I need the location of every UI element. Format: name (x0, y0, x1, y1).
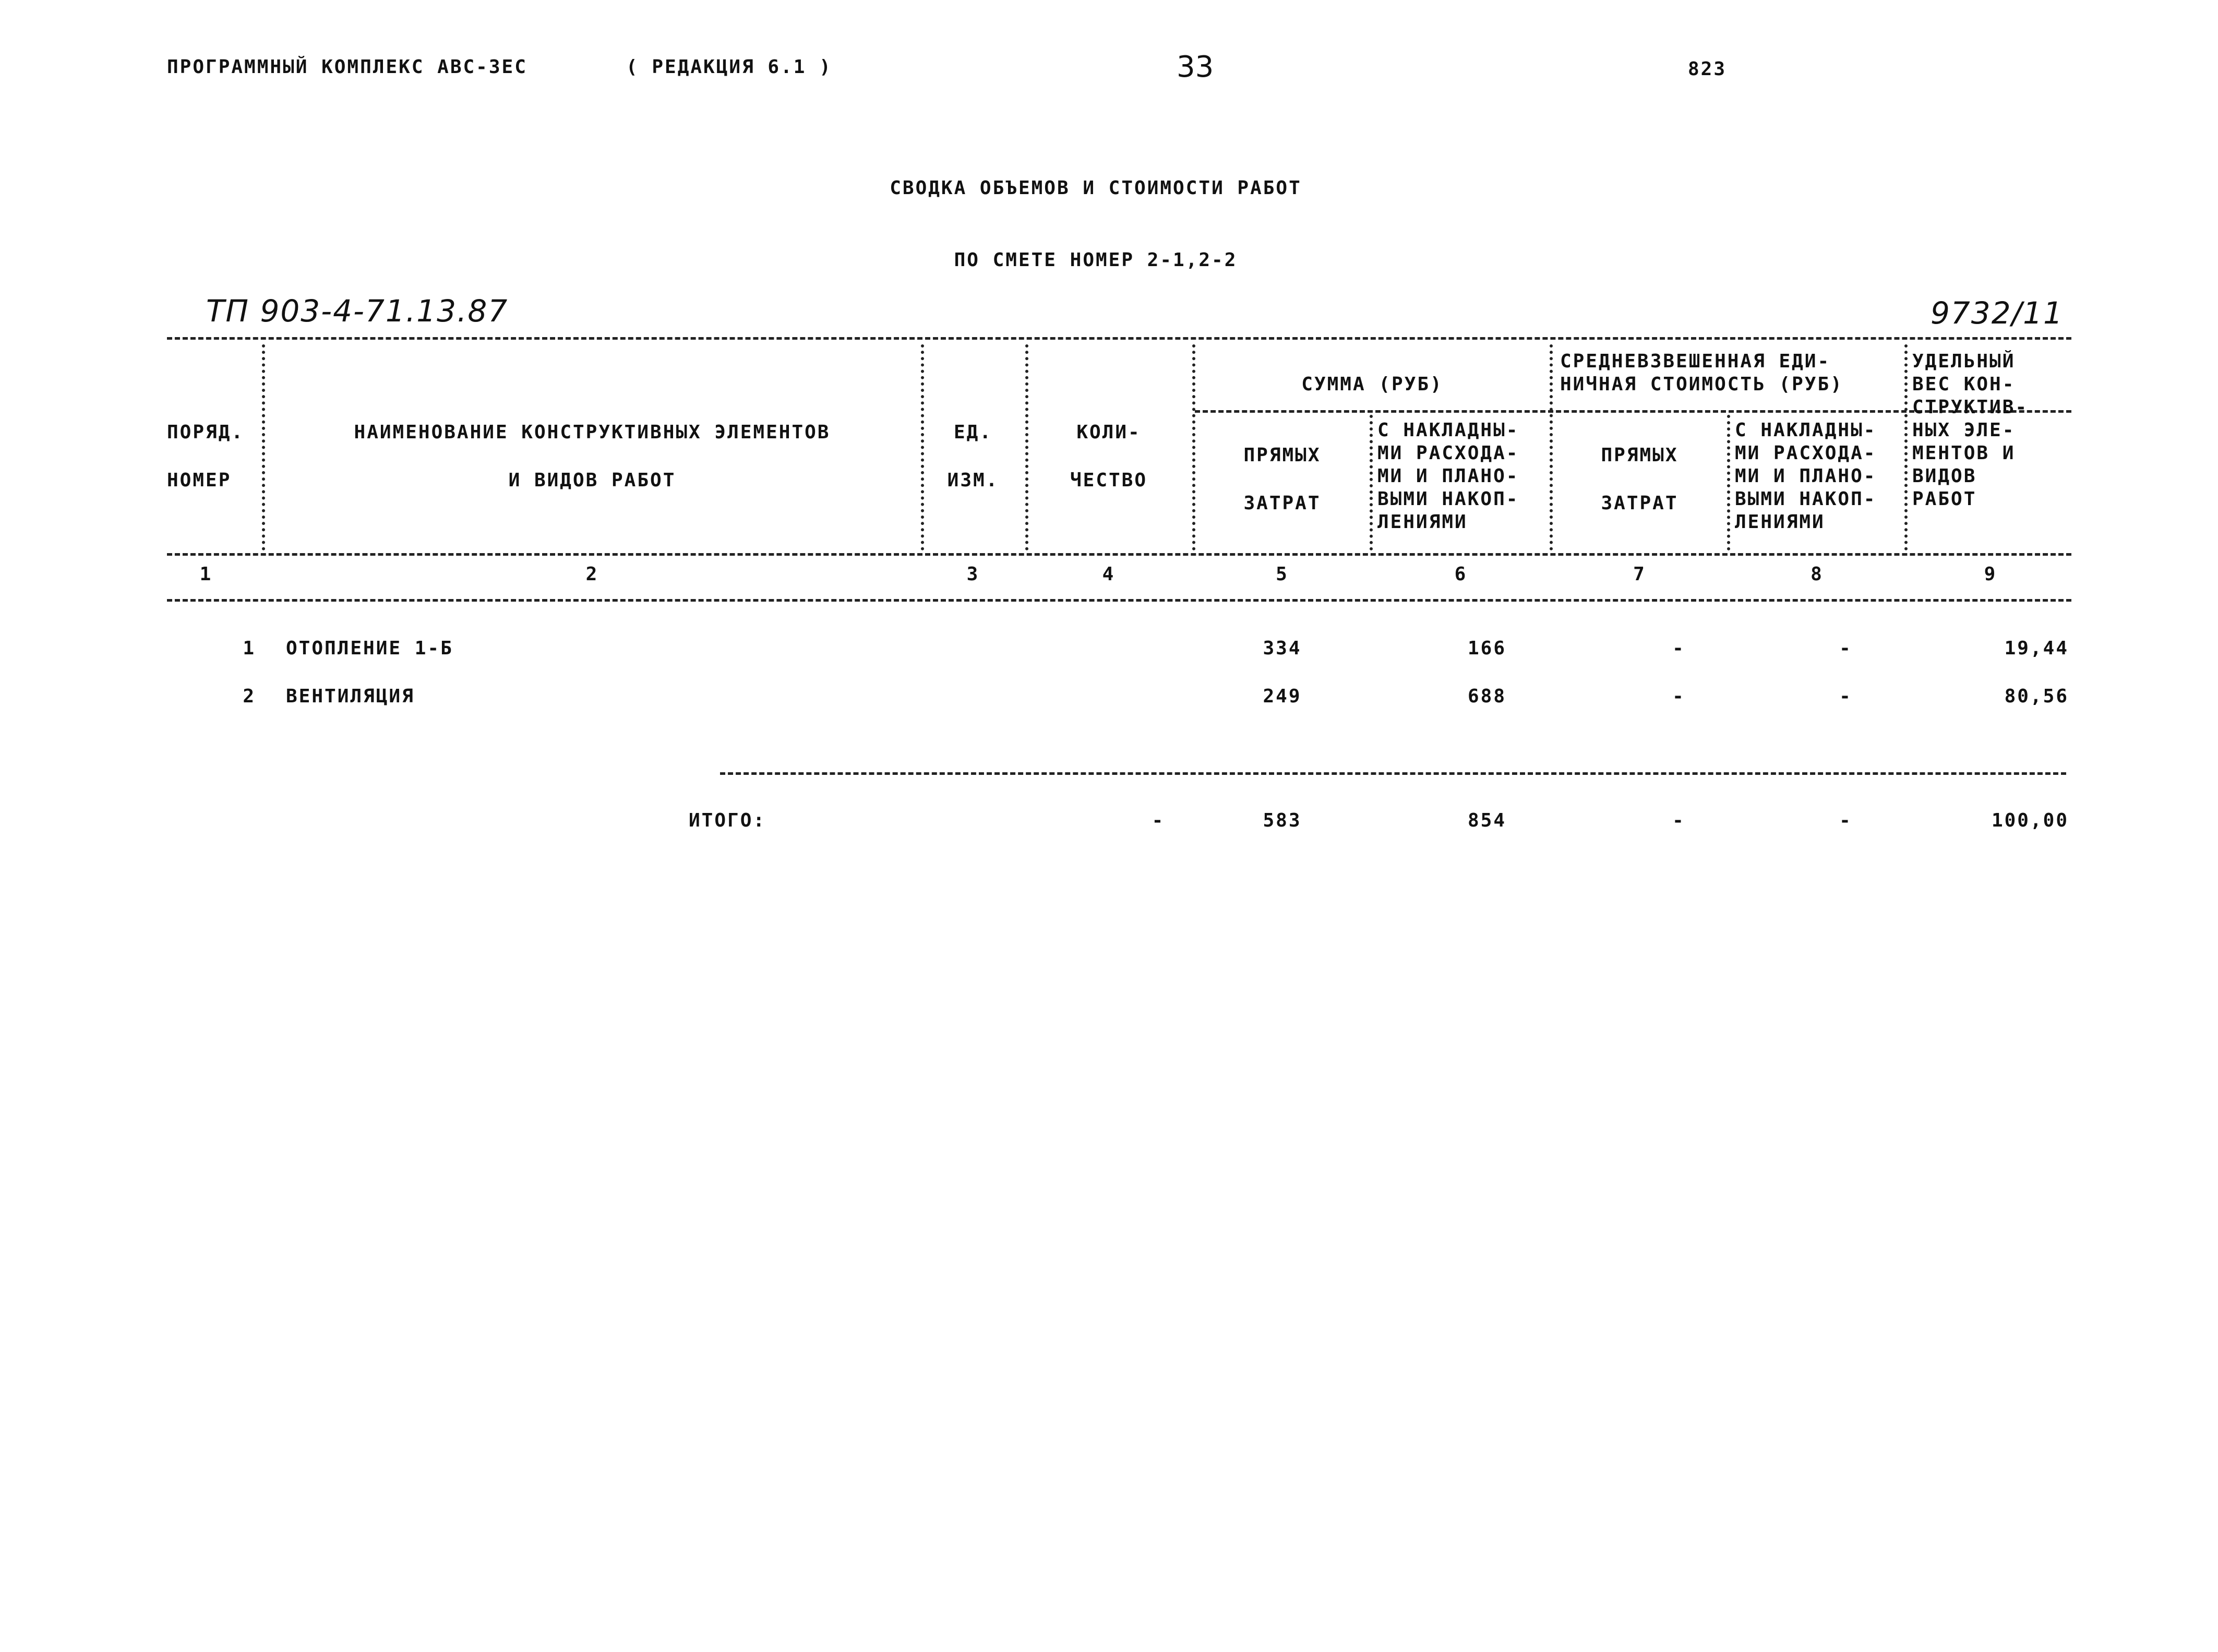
header-avg-overhead-line3: МИ И ПЛАНО- (1735, 465, 1877, 487)
row-share: 80,56 (2004, 686, 2069, 707)
total-overhead-avg: - (1839, 810, 1852, 831)
row-overhead-sum: 166 (1467, 638, 1507, 659)
total-direct-sum: 583 (1263, 810, 1302, 831)
header-sum-overhead-line4: ВЫМИ НАКОП- (1377, 488, 1519, 510)
column-number: 8 (1811, 564, 1824, 585)
edition-label: ( РЕДАКЦИЯ 6.1 ) (626, 56, 832, 78)
header-sum-direct-line2: ЗАТРАТ (1243, 493, 1321, 514)
header-avg-overhead-line2: МИ РАСХОДА- (1735, 442, 1877, 464)
column-number: 2 (585, 564, 599, 585)
total-direct-avg: - (1672, 810, 1685, 831)
column-number: 1 (199, 564, 213, 585)
column-number: 4 (1102, 564, 1116, 585)
header-separator (262, 344, 265, 550)
header-share-line6: ВИДОВ (1912, 465, 1977, 487)
total-overhead-sum: 854 (1467, 810, 1507, 831)
header-unit-line2: ИЗМ. (947, 470, 999, 491)
row-number: 2 (243, 686, 256, 707)
total-label: ИТОГО: (689, 810, 766, 831)
header-name-line1: НАИМЕНОВАНИЕ КОНСТРУКТИВНЫХ ЭЛЕМЕНТОВ (354, 422, 831, 443)
header-avg-group-line1: СРЕДНЕВЗВЕШЕННАЯ ЕДИ- (1560, 351, 1831, 372)
header-name-line2: И ВИДОВ РАБОТ (508, 470, 676, 491)
handwritten-project-code: ТП 903-4-71.13.87 (206, 293, 509, 329)
header-sum-group: СУММА (РУБ) (1301, 374, 1443, 395)
header-share-line3: СТРУКТИВ- (1912, 397, 2029, 418)
row-number: 1 (243, 638, 256, 659)
header-share-line2: ВЕС КОН- (1912, 374, 2016, 395)
header-avg-direct-line1: ПРЯМЫХ (1601, 445, 1679, 466)
header-share-line7: РАБОТ (1912, 488, 1977, 510)
header-separator (1550, 344, 1553, 550)
sheet-code: 823 (1688, 58, 1727, 80)
header-separator (921, 344, 924, 550)
column-number: 6 (1454, 564, 1468, 585)
row-overhead-avg: - (1839, 686, 1852, 707)
header-qty-line2: ЧЕСТВО (1070, 470, 1148, 491)
row-direct-avg: - (1672, 638, 1685, 659)
row-overhead-sum: 688 (1467, 686, 1507, 707)
header-order-line1: ПОРЯД. (167, 422, 245, 443)
total-rule (720, 772, 2066, 775)
header-share-line5: МЕНТОВ И (1912, 442, 2016, 464)
column-number: 7 (1633, 564, 1646, 585)
column-numbers-rule (167, 599, 2071, 602)
row-direct-avg: - (1672, 686, 1685, 707)
header-avg-group-line2: НИЧНАЯ СТОИМОСТЬ (РУБ) (1560, 374, 1843, 395)
header-sum-overhead-line3: МИ И ПЛАНО- (1377, 465, 1519, 487)
row-direct-sum: 249 (1263, 686, 1302, 707)
header-sum-overhead-line5: ЛЕНИЯМИ (1377, 511, 1468, 533)
row-overhead-avg: - (1839, 638, 1852, 659)
header-separator (1192, 344, 1195, 550)
header-qty-line1: КОЛИ- (1076, 422, 1141, 443)
header-sum-direct-line1: ПРЯМЫХ (1243, 445, 1321, 466)
header-bottom-rule (167, 553, 2071, 556)
document-subtitle: ПО СМЕТЕ НОМЕР 2-1,2-2 (954, 249, 1238, 271)
header-separator (1025, 344, 1028, 550)
column-number: 5 (1276, 564, 1289, 585)
row-name: ОТОПЛЕНИЕ 1-Б (286, 638, 453, 659)
header-avg-direct-line2: ЗАТРАТ (1601, 493, 1679, 514)
header-avg-overhead-line5: ЛЕНИЯМИ (1735, 511, 1825, 533)
header-avg-overhead-line1: С НАКЛАДНЫ- (1735, 420, 1877, 441)
row-direct-sum: 334 (1263, 638, 1302, 659)
row-name: ВЕНТИЛЯЦИЯ (286, 686, 415, 707)
handwritten-reference: 9732/11 (1931, 295, 2064, 331)
header-separator (1904, 344, 1908, 550)
row-share: 19,44 (2004, 638, 2069, 659)
document-title: СВОДКА ОБЪЕМОВ И СТОИМОСТИ РАБОТ (890, 177, 1302, 199)
column-number: 9 (1984, 564, 1997, 585)
header-separator (1370, 415, 1373, 550)
header-sum-overhead-line2: МИ РАСХОДА- (1377, 442, 1519, 464)
header-share-line1: УДЕЛЬНЫЙ (1912, 351, 2016, 372)
column-number: 3 (966, 564, 980, 585)
header-unit-line1: ЕД. (953, 422, 993, 443)
page-number: 33 (1177, 50, 1214, 84)
header-share-line4: НЫХ ЭЛЕ- (1912, 420, 2016, 441)
total-qty: - (1152, 810, 1165, 831)
table-top-rule (167, 337, 2071, 340)
header-order-line2: НОМЕР (167, 470, 232, 491)
total-share: 100,00 (1991, 810, 2069, 831)
program-name: ПРОГРАММНЫЙ КОМПЛЕКС АВС-ЗЕС (167, 56, 527, 78)
header-separator (1727, 415, 1730, 550)
header-sum-overhead-line1: С НАКЛАДНЫ- (1377, 420, 1519, 441)
header-avg-overhead-line4: ВЫМИ НАКОП- (1735, 488, 1877, 510)
